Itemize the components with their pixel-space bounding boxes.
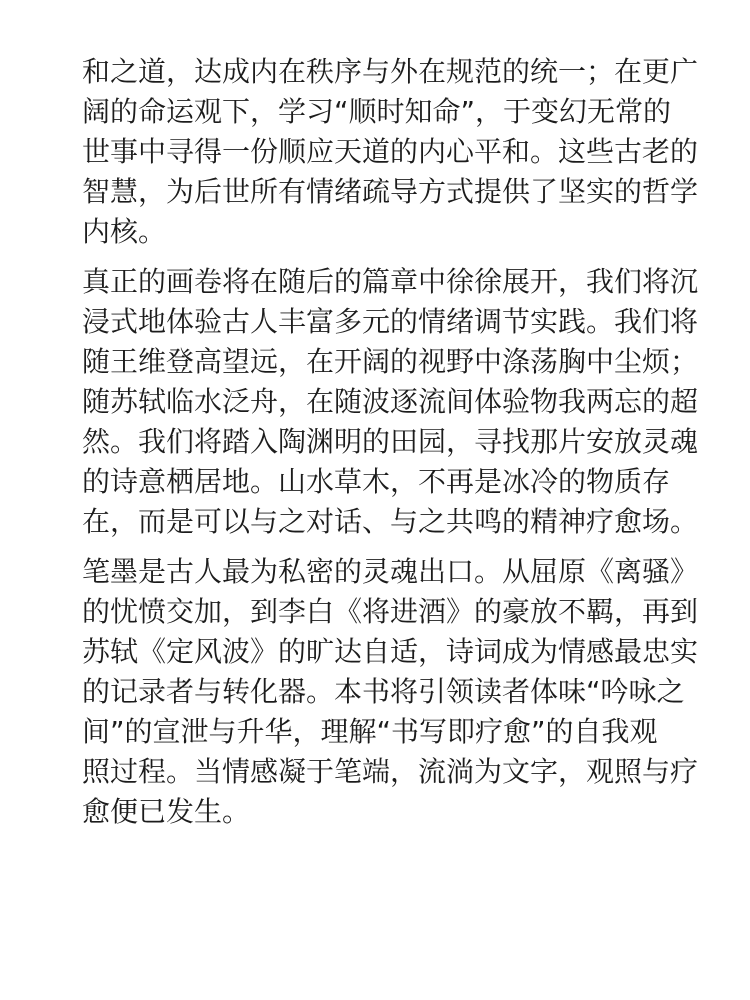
text-line: 苏轼《定风波》的旷达自适，诗词成为情感最忠实 [82, 635, 699, 668]
text-line: 间”的宣泄与升华，理解“书写即疗愈”的自我观 [82, 715, 658, 748]
text-line: 笔墨是古人最为私密的灵魂出口。从屈原《离骚》 [82, 555, 699, 588]
text-line: 随苏轼临水泛舟，在随波逐流间体验物我两忘的超 [82, 385, 699, 418]
text-line: 照过程。当情感凝于笔端，流淌为文字，观照与疗 [82, 755, 699, 788]
text-line: 和之道，达成内在秩序与外在规范的统一；在更广 [82, 55, 699, 88]
text-line: 的忧愤交加，到李白《将进酒》的豪放不羁，再到 [82, 595, 699, 628]
text-line: 世事中寻得一份顺应天道的内心平和。这些古老的 [82, 135, 699, 168]
text-line: 真正的画卷将在随后的篇章中徐徐展开，我们将沉 [82, 265, 699, 298]
text-line: 智慧，为后世所有情绪疏导方式提供了坚实的哲学 [82, 175, 699, 208]
text-line: 内核。 [82, 215, 167, 248]
paragraph-1 [82, 52, 699, 252]
text-line: 浸式地体验古人丰富多元的情绪调节实践。我们将 [82, 305, 699, 338]
text-line: 的诗意栖居地。山水草木，不再是冰冷的物质存 [82, 465, 671, 498]
paragraph-2 [82, 262, 699, 542]
text-line: 然。我们将踏入陶渊明的田园，寻找那片安放灵魂 [82, 425, 699, 458]
text-line: 愈便已发生。 [82, 795, 251, 828]
text-line: 阔的命运观下，学习“顺时知命”，于变幻无常的 [82, 95, 672, 128]
text-line: 的记录者与转化器。本书将引领读者体味“吟咏之 [82, 675, 685, 708]
text-line: 随王维登高望远，在开阔的视野中涤荡胸中尘烦； [82, 345, 699, 378]
text-line: 在，而是可以与之对话、与之共鸣的精神疗愈场。 [82, 505, 699, 538]
paragraph-3 [82, 552, 699, 832]
